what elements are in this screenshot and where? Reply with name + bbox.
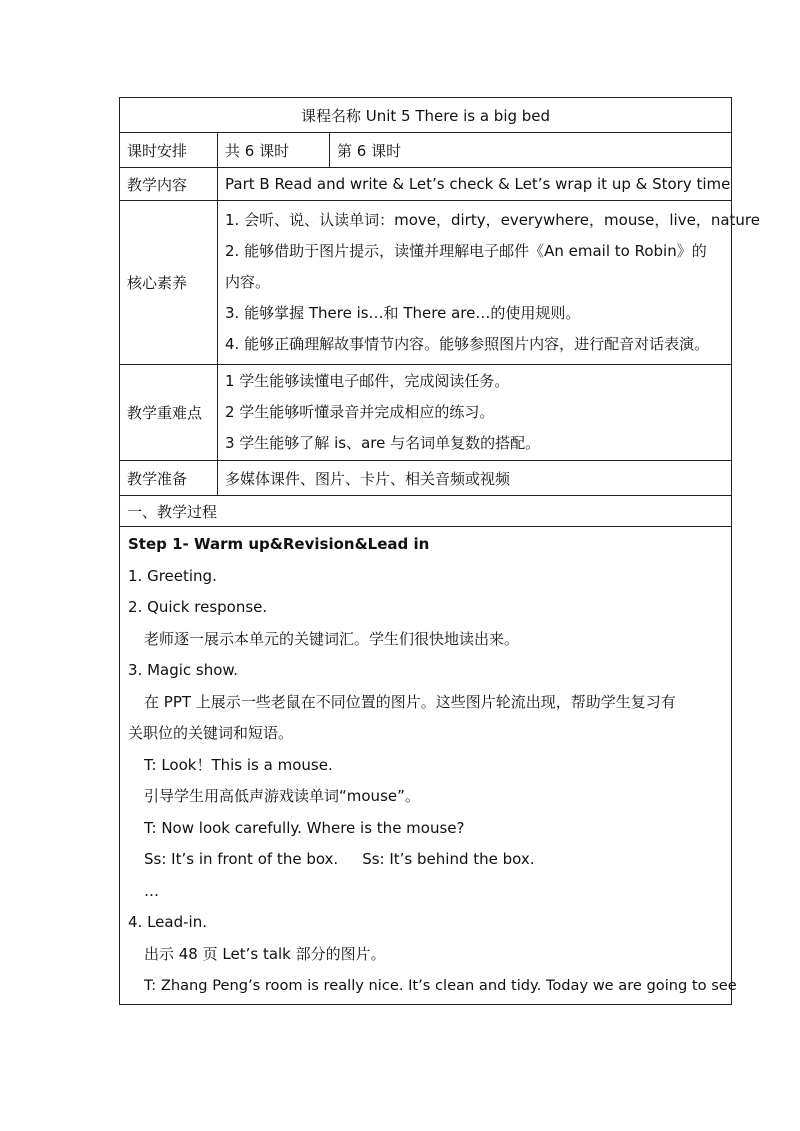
keypoints-label: 教学重难点 bbox=[120, 365, 218, 461]
keypoints-cell bbox=[218, 365, 732, 461]
process-row bbox=[120, 527, 732, 1005]
dialog-line: Ss: It’s behind the box. bbox=[362, 850, 535, 868]
core-cell bbox=[218, 201, 760, 365]
process-line: 老师逐一展示本单元的关键词汇。学生们很快地读出来。 bbox=[144, 629, 520, 648]
schedule-label: 课时安排 bbox=[120, 133, 218, 168]
prep-value: 多媒体课件、图片、卡片、相关音频或视频 bbox=[218, 461, 732, 496]
process-line: 3. Magic show. bbox=[128, 661, 239, 679]
keypoint-item: 3 学生能够了解 is、are 与名词单复数的搭配。 bbox=[225, 434, 541, 452]
process-line: 引导学生用高低声游戏读单词“mouse”。 bbox=[144, 787, 420, 805]
process-line: … bbox=[144, 881, 159, 900]
schedule-row bbox=[120, 133, 732, 168]
lesson-plan-table bbox=[119, 97, 760, 1005]
process-line: 4. Lead-in. bbox=[128, 913, 207, 931]
process-line: T: Look！This is a mouse. bbox=[144, 755, 333, 774]
core-label: 核心素养 bbox=[120, 201, 218, 365]
course-title: 课程名称 Unit 5 There is a big bed bbox=[120, 98, 732, 133]
process-line: 关职位的关键词和短语。 bbox=[128, 724, 294, 742]
lesson-plan-document bbox=[119, 97, 760, 1005]
dialog-line: Ss: It’s in front of the box. bbox=[144, 850, 339, 868]
process-heading: 一、教学过程 bbox=[120, 496, 732, 527]
prep-label: 教学准备 bbox=[120, 461, 218, 496]
course-title-row bbox=[120, 98, 732, 133]
prep-row bbox=[120, 461, 732, 496]
process-line bbox=[128, 844, 723, 876]
content-value: Part B Read and write & Let’s check & Let’s wrap it up & Story time bbox=[218, 168, 732, 201]
core-item: 3. 能够掌握 There is…和 There are…的使用规则。 bbox=[225, 304, 581, 322]
core-item: 1. 会听、说、认读单词：move，dirty，everywhere，mouse，live，nature bbox=[225, 211, 760, 229]
process-heading-row bbox=[120, 496, 732, 527]
process-line: 出示 48 页 Let’s talk 部分的图片。 bbox=[144, 944, 386, 963]
core-item: 4. 能够正确理解故事情节内容。能够参照图片内容，进行配音对话表演。 bbox=[225, 335, 710, 353]
process-line: 2. Quick response. bbox=[128, 598, 268, 616]
step-heading: Step 1- Warm up&Revision&Lead in bbox=[128, 535, 430, 553]
schedule-current: 第 6 课时 bbox=[330, 133, 732, 168]
process-line: 在 PPT 上展示一些老鼠在不同位置的图片。这些图片轮流出现，帮助学生复习有 bbox=[144, 692, 676, 711]
process-line: T: Zhang Peng’s room is really nice. It’s clean and tidy. Today we are going to see bbox=[144, 977, 737, 994]
core-row bbox=[120, 201, 732, 365]
content-row bbox=[120, 168, 732, 201]
content-label: 教学内容 bbox=[120, 168, 218, 201]
process-cell bbox=[120, 527, 737, 1005]
keypoint-item: 1 学生能够读懂电子邮件，完成阅读任务。 bbox=[225, 372, 510, 390]
process-line: T: Now look carefully. Where is the mouse? bbox=[144, 818, 465, 837]
keypoint-item: 2 学生能够听懂录音并完成相应的练习。 bbox=[225, 403, 495, 421]
keypoints-row bbox=[120, 365, 732, 461]
schedule-total: 共 6 课时 bbox=[218, 133, 330, 168]
core-item: 2. 能够借助于图片提示，读懂并理解电子邮件《An email to Robin》的 bbox=[225, 242, 707, 260]
process-line: 1. Greeting. bbox=[128, 566, 217, 585]
core-item: 内容。 bbox=[225, 273, 271, 291]
